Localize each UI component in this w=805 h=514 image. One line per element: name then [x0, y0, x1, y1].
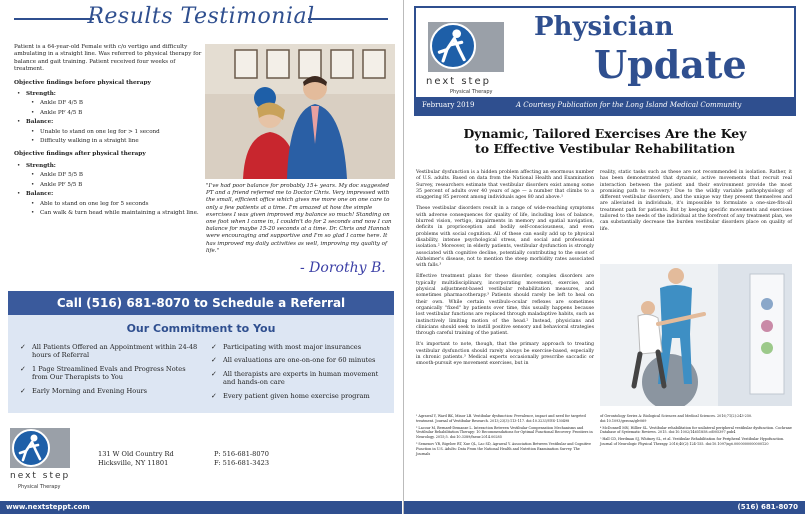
reference-item: ³ Semenov YR, Bigelow RT, Xue QL, Lac SD, Agrawal Y. Association Between Vestibular and Cognitive Function in U.S. Adults: Data From the National Health and Nutrition Examination Survey. The Journals — [416, 441, 592, 456]
footer-phone[interactable]: (516) 681-8070 — [737, 503, 798, 511]
fax-number: F: 516-681-3423 — [214, 459, 270, 467]
article-paragraph: It's important to note, though, that the primary approach to treating vestibular dysfunction should rarely always be exercise-based, especially in chronic patients.³ Medical experts occasionally prescribe saccadic or smooth-pursuit eye movement exercises, but in — [416, 342, 594, 367]
masthead-bar — [416, 97, 794, 114]
reference-item: ¹ Agrawal Y, Ward BK, Minor LB. Vestibular dysfunction: Prevalence, impact and need for targeted treatment. Journal of Vestibular Research. 2013;23(3):113-117. doi:10.3233/VES-130498 — [416, 414, 586, 423]
phone-footer — [404, 501, 805, 514]
list-item: • Difficulty walking in a straight line — [14, 138, 204, 145]
article-paragraph: Effective treatment plans for these disorder, complex disorders are typically multidisciplinary, incorporating movement, exercise, and physical adjustment-based vestibular rehabilitation measures, and sometimes pharmacotherapy.³ Patients should rarely be left to heal on their own. While certain vestibulo-ocular reflexes are sometimes organically "fixed" by patients over time, this usually happens because lost vestibular functions are replaced through maladaptive habits, such as instinctively limiting motion of the head.² Instead, physicians and clinicians should seek to instill positive sensory and behavioral strategies through careful training of the patient. — [416, 274, 594, 337]
commitment-panel — [8, 315, 394, 413]
list-item: • Strength: — [14, 163, 204, 170]
stepping-figure-icon — [432, 25, 474, 67]
physician-update-page — [403, 0, 805, 514]
check-icon: ✓ — [20, 343, 26, 351]
reference-item: ⁴ McDonnell MN, Hillier SL. Vestibular rehabilitation for unilateral peripheral vestibular dysfunction. Cochrane Database of Systematic Reviews. 2015. doi:10.1002/14651858.cd005397.pub4 — [600, 425, 792, 435]
masthead — [414, 6, 796, 116]
references-right — [600, 414, 792, 449]
logo-wordmark: next step — [426, 76, 491, 87]
list-item: • Ankle PF 4/5 B — [14, 110, 204, 117]
list-item: • Ankle PF 5/5 B — [14, 182, 204, 189]
commitment-list-left — [20, 343, 200, 400]
after-heading: Objective findings after physical therapy — [14, 151, 146, 158]
newsletter-title-line-2: Update — [594, 42, 747, 87]
office-address — [98, 450, 174, 468]
testimonial-signature: - Dorothy B. — [300, 260, 386, 276]
list-item: ✓ All evaluations are one-on-one for 60 minutes — [211, 356, 376, 365]
list-item: • Ankle DF 5/5 B — [14, 172, 204, 179]
therapy-photo — [600, 264, 792, 406]
publication-tagline: A Courtesy Publication for the Long Island Medical Community — [516, 101, 742, 109]
testimonial-quote: "I've had poor balance for probably 15+ years. My doc suggested PT and a friend referred me to Doctor Chris. Very impressed with the small, efficient office which gives me more one on one care to only a few patients at a time. I'm amazed at how the simple exercises I was given improved my balance so much! Standing on one foot when I came in, I couldn't do for 2 seconds and now I can balance for maybe 15-20 seconds at a time. Dr. Chris and Hannah were encouraging and supportive and I'm so glad I came here. It has improved my daily activities as well, improving my quality of life." — [206, 183, 392, 254]
list-item: • Strength: — [14, 91, 204, 98]
list-item: • Ankle DF 4/5 B — [14, 100, 204, 107]
contact-numbers — [214, 450, 269, 468]
address-line-2: Hicksville, NY 11801 — [98, 459, 169, 467]
patient-summary — [14, 44, 204, 219]
list-item: • Balance: — [14, 119, 204, 126]
address-line-1: 131 W Old Country Rd — [98, 450, 174, 458]
therapy-photo-illustration — [600, 264, 792, 406]
referral-call-banner[interactable]: Call (516) 681-8070 to Schedule a Referral — [8, 291, 394, 315]
check-icon: ✓ — [211, 356, 217, 365]
list-item: • Balance: — [14, 191, 204, 198]
check-icon: ✓ — [211, 391, 217, 400]
list-item: • Can walk & turn head while maintaining a straight line. — [14, 210, 204, 217]
headline-line-2: to Effective Vestibular Rehabilitation — [475, 141, 735, 156]
article-headline — [414, 126, 796, 156]
list-item: ✓ Participating with most major insurances — [211, 343, 362, 351]
article-column-right — [600, 170, 792, 238]
issue-date: February 2019 — [422, 101, 475, 109]
article-paragraph: These vestibular disorders result in a range of wide-reaching symptoms with adverse consequences for quality of life, including loss of balance, blurred vision, vertigo, impairments in memory and spatial navigation, deficits in proprioception and bodily self-consciousness, and even problems with social cognition. All of these can easily add up to physical disability, intense psychological stress, and social and professional isolation.² Moreover, in elderly patients, vestibular dysfunction is strongly associated with cognitive decline, potentially contributing to the onset of Alzheimer's disease, not to mention the steep morbidity rates associated with falls.³ — [416, 206, 594, 269]
check-icon: ✓ — [211, 343, 217, 351]
patient-intro: Patient is a 64-year-old Female with c/o vertigo and difficulty ambulating in a straight line. Was referred to physical therapy for balance and gait training. Patient received four weeks of treatment. — [14, 44, 202, 73]
commitment-title: Our Commitment to You — [126, 322, 276, 335]
phone-number[interactable]: P: 516-681-8070 — [214, 450, 269, 458]
results-testimonial-header — [0, 0, 402, 36]
after-list — [14, 163, 204, 217]
list-item: ✓ Every patient given home exercise program — [211, 391, 370, 400]
check-icon: ✓ — [211, 369, 217, 378]
reference-item: ² Lacour M, Bernard-Demanze L. Interaction Between Vestibular Compensation Mechanisms and Vestibular Rehabilitation Therapy: 10 Recommendations for Optimal Functional Recovery. Frontiers in Neurology. 2015;5. doi:10.3389/fneur.2014.00285 — [416, 425, 593, 440]
testimonial-photo — [205, 44, 395, 179]
list-item: • Unable to stand on one leg for > 1 second — [14, 129, 204, 136]
list-item: • Able to stand on one leg for 5 seconds — [14, 201, 204, 208]
article-paragraph: reality, static tasks such as these are not recommended in isolation. Rather, it has been demonstrated that dynamic, active movements that recruit real interaction between the patient and their environment provide the most promising path to recovery.³ Due to the wildly variable pathophysiology of different vestibular disorders, and the unique way they present themselves and are alleviated in individuals, it's impossible to formulate a one-size-fits-all treatment path for patients. But by keeping specific movements and exercises tailored to the needs of the individual at the forefront of any treatment plan, we can substantially decrease the burden vestibular disorders place on quality of life. — [600, 170, 792, 232]
check-icon: ✓ — [20, 364, 26, 373]
logo-circle — [12, 429, 50, 467]
logo-circle — [430, 23, 476, 69]
reference-item: of Gerontology Series A: Biological Sciences and Medical Sciences. 2016;71(2):243-250. doi:10.1093/gerona/glv069 — [600, 414, 753, 423]
logo-subtitle: Physical Therapy — [18, 484, 61, 490]
article-paragraph: Vestibular dysfunction is a hidden problem affecting an enormous number of U.S. adults. Based on data from the National Health and Examination Survey, researchers estimate that vestibular disorders exist among some 35 percent of adults over 40 years of age — a number that climbs to a staggering 85 percent among individuals ages 80 and above.¹ — [416, 170, 594, 201]
list-item: ✓ All therapists are experts in human movement and hands-on care — [211, 369, 379, 387]
logo-subtitle: Physical Therapy — [450, 89, 493, 95]
check-icon: ✓ — [20, 386, 26, 395]
before-heading: Objective findings before physical therapy — [14, 79, 151, 86]
reference-item: ⁵ Hall CD, Herdman SJ, Whitney SL, et al. Vestibular Rehabilitation for Peripheral Vestibular Hypofunction. Journal of Neurologic Physical Therapy. 2016;40(2):124-155. doi:10.1097/npt.0000000000000120 — [600, 437, 785, 446]
stepping-figure-icon — [14, 431, 48, 465]
article-column-left — [416, 170, 594, 373]
newsletter-title-line-1: Physician — [534, 12, 674, 42]
headline-line-1: Dynamic, Tailored Exercises Are the Key — [463, 126, 747, 141]
list-item: ✓ 1 Page Streamlined Evals and Progress Notes from Our Therapists to You — [20, 364, 186, 382]
testimonial-photo-illustration — [205, 44, 395, 179]
website-link[interactable]: www.nextsteppt.com — [6, 503, 90, 511]
logo-wordmark: next step — [10, 471, 71, 481]
next-step-logo — [10, 428, 90, 494]
website-footer — [0, 501, 402, 514]
list-item: ✓ All Patients Offered an Appointment within 24-48 hours of Referral — [20, 343, 198, 360]
references-left — [416, 414, 594, 458]
testimonial-page — [0, 0, 402, 514]
commitment-list-right — [211, 343, 387, 405]
list-item: ✓ Early Morning and Evening Hours — [20, 386, 147, 395]
before-list — [14, 91, 204, 145]
page-title: Results Testimonial — [87, 4, 315, 29]
